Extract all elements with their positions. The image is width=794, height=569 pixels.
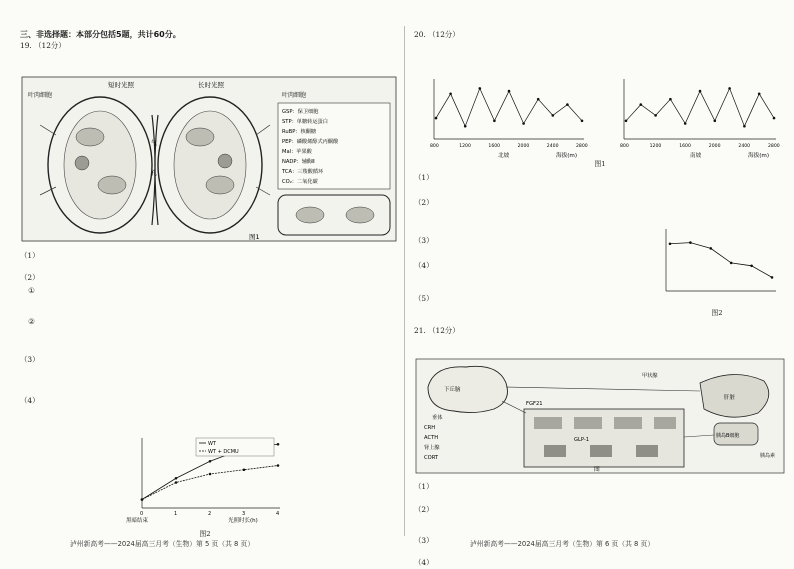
q19-fig2-xtick-2: 2 [208, 511, 212, 517]
fig2-legend-wt-dcmu: WT + DCMU [208, 449, 239, 455]
q20-fig1-caption: 图1 [594, 160, 606, 169]
q19-fig2-point-0-1 [175, 477, 178, 480]
q20-fig2-point-0-5 [771, 276, 774, 279]
q20-fig1-right-point-0-7 [728, 87, 731, 90]
q20-sub4 [414, 261, 639, 272]
q21-label-insulin: 胰岛素 [760, 452, 776, 459]
q20-fig1-right-point-0-8 [743, 124, 746, 127]
q20-fig1-left-point-0-1 [449, 92, 452, 95]
q19-figure-2 [120, 430, 290, 538]
q20-fig1-xtick-left-0: 800 [430, 143, 439, 149]
q19-points: （12分） [34, 40, 66, 50]
q19-fig2-series-1 [142, 466, 278, 500]
q21-label-acth: ACTH [424, 434, 439, 441]
q21-label-thyroid: 甲状腺 [642, 372, 658, 379]
footer-right: 泸州新高考——2024届高三月考（生物）第 6 页（共 8 页） [470, 540, 655, 548]
brain-icon [428, 366, 508, 412]
q20-fig1-xtick-right-1: 1200 [649, 143, 662, 149]
q19-sub2-mark: （2） [20, 273, 40, 283]
label-stoma-2: 孔 [151, 170, 158, 178]
q21-label-hypothalamus: 下丘脑 [444, 386, 461, 393]
legend-0: GSP：保卫细胞 [282, 109, 319, 116]
q20-fig2-caption: 图2 [711, 308, 723, 317]
q19-number: 19. [20, 40, 32, 50]
q20-figure-2-chart [652, 225, 782, 305]
q21-fig-caption: 图 [594, 466, 600, 473]
q19-sub2a [20, 286, 398, 297]
q20-fig1-left-point-0-3 [479, 87, 482, 90]
q21-points: （12分） [428, 326, 460, 336]
legend-6: TCA：三羧酸循环 [282, 169, 324, 176]
q20-fig1-right-point-0-2 [654, 114, 657, 117]
q20-sub4-mark: （4） [414, 260, 434, 270]
q20-fig1-left-point-0-7 [537, 97, 540, 100]
q20-fig1-xtick-right-0: 800 [620, 143, 629, 149]
q21-label-pituitary: 垂体 [432, 414, 443, 421]
q19-fig2-point-1-0 [141, 498, 144, 501]
legend-3: PEP：磷酸烯醇式丙酮酸 [282, 139, 339, 146]
q21-sub1-mark: （1） [414, 482, 434, 492]
q19-sub2 [20, 273, 398, 284]
q20-fig2-point-0-0 [669, 242, 672, 245]
fig2-legend-wt: WT [208, 441, 216, 447]
q19-sub3 [20, 355, 398, 366]
q20-fig2-point-0-3 [730, 262, 733, 265]
q20-sub1-mark: （1） [414, 173, 434, 183]
q21-sub4 [414, 558, 786, 569]
q19-fig2-point-1-1 [175, 481, 178, 484]
page-gutter [404, 26, 405, 536]
q19-fig2-xtick-4: 4 [276, 511, 280, 517]
label-stoma-1: 气 [151, 140, 158, 148]
section-title: 三、非选择题：本部分包括5题，共计60分。 [20, 30, 181, 39]
q20-fig1-xlabel-left: 北坡 [498, 152, 510, 159]
q19-sub1 [20, 251, 398, 262]
q20-stem [414, 30, 786, 41]
fig1-caption: 图1 [249, 233, 260, 242]
q20-fig2-point-0-1 [689, 241, 692, 244]
q20-fig1-left-point-0-0 [435, 116, 438, 119]
q20-fig1-xlabel-right: 南坡 [690, 152, 702, 159]
q20-figure-1 [414, 75, 786, 170]
q20-sub2 [414, 198, 786, 209]
footer-left: 泸州新高考——2024届高三月考（生物）第 5 页（共 8 页） [70, 540, 255, 548]
q20-fig2-series-0 [670, 243, 772, 278]
q20-fig1-left-point-0-6 [522, 122, 525, 125]
q20-fig1-left-point-0-2 [464, 124, 467, 127]
q21-label-glp1: GLP-1 [574, 436, 590, 443]
q19-sub4 [20, 396, 398, 407]
q21-label-adrenal: 肾上腺 [424, 444, 440, 451]
q20-points: （12分） [428, 30, 460, 39]
label-long-day: 长时光照 [198, 81, 224, 90]
left-page [20, 30, 398, 538]
q20-fig1-right-point-0-9 [758, 92, 761, 95]
q20-sub2-mark: （2） [414, 197, 434, 207]
q21-sub2-mark: （2） [414, 504, 434, 514]
q21-sub1 [414, 482, 786, 493]
q20-fig1-left-point-0-4 [493, 119, 496, 122]
q19-fig2-point-1-4 [277, 464, 280, 467]
q20-fig1-right-point-0-5 [699, 89, 702, 92]
fig1-legend [278, 103, 390, 189]
q21-label-cort: CORT [424, 454, 439, 461]
legend-7: CO₂：二氧化碳 [282, 179, 318, 186]
q20-fig1-xtick-left-5: 2800 [576, 143, 588, 149]
q20-sub3-mark: （3） [414, 236, 434, 246]
q20-number: 20. [414, 30, 426, 39]
q19-figure-1 [20, 75, 398, 247]
q20-fig1-left-point-0-8 [552, 114, 555, 117]
label-mesophyll-right: 叶肉细胞 [282, 92, 307, 100]
q19-sub4-mark: （4） [20, 395, 40, 405]
q20-fig1-xtick-right-2: 1600 [679, 143, 691, 149]
q20-sub3 [414, 236, 639, 247]
q19-fig2-point-1-3 [243, 468, 246, 471]
q19-fig2-xtick-1: 1 [174, 511, 178, 517]
q19-stem [20, 41, 398, 52]
fig2-x-label: 光照时长(h) [228, 518, 258, 524]
q20-fig1-xtick-left-2: 1600 [488, 143, 501, 149]
q20-sub1 [414, 173, 786, 184]
q20-sub5-mark: （5） [414, 293, 434, 303]
q20-fig1-right-point-0-10 [773, 116, 776, 119]
q21-stem [414, 326, 786, 337]
q19-fig2-point-0-4 [277, 443, 280, 446]
q20-fig1-right-point-0-3 [669, 97, 672, 100]
q21-sub4-mark: （4） [414, 558, 434, 568]
q19-sub2a-mark: ① [28, 285, 35, 295]
q20-fig1-right-point-0-0 [625, 119, 628, 122]
q19-figure-1-svg [20, 75, 398, 243]
q20-figure-2 [652, 225, 782, 315]
q20-fig2-point-0-2 [710, 247, 713, 250]
q21-label-crh: CRH [424, 424, 436, 431]
q19-fig2-point-0-2 [209, 460, 212, 463]
q21-number: 21. [414, 326, 426, 336]
q20-fig2-point-0-4 [750, 265, 753, 268]
q19-sub1-mark: （1） [20, 250, 40, 260]
q20-fig1-xtick-left-4: 2400 [546, 143, 559, 149]
q19-fig2-point-1-2 [209, 473, 212, 476]
q19-sub2b-mark: ② [28, 316, 35, 326]
q19-sub3-mark: （3） [20, 355, 40, 365]
q20-fig1-left-point-0-10 [581, 119, 584, 122]
q20-fig1-right-point-0-4 [684, 122, 687, 125]
q21-sub3-mark: （3） [414, 535, 434, 545]
q20-fig1-xtick-right-3: 2000 [708, 143, 721, 149]
legend-5: NADP：辅酶Ⅱ [282, 159, 315, 166]
q21-figure-svg [414, 357, 786, 475]
fig2-caption: 图2 [199, 529, 211, 538]
q20-fig1-xtick-right-4: 2400 [738, 143, 751, 149]
q20-fig1-right-point-0-6 [714, 119, 717, 122]
q20-fig1-xtick-left-3: 2000 [517, 143, 530, 149]
q21-label-beta: 胰岛B细胞 [716, 432, 740, 439]
legend-2: RuBP：核酮糖 [282, 129, 317, 136]
q20-fig1-left-series-0 [436, 88, 582, 126]
q20-fig1-xtick-right-5: 2800 [768, 143, 780, 149]
q20-fig1-xtick-left-1: 1200 [459, 143, 471, 149]
legend-4: Mal：苹果酸 [282, 149, 312, 156]
q21-label-liver: 肝脏 [724, 394, 736, 401]
q19-fig2-xtick-0: 0 [140, 511, 144, 517]
legend-1: STP：单糖转运蛋白 [282, 119, 328, 126]
q19-fig2-xtick-3: 3 [242, 511, 246, 517]
fig2-dark-label: 黑暗结束 [126, 518, 149, 524]
label-short-day: 短时光照 [108, 81, 134, 90]
q20-fig1-left-point-0-5 [508, 89, 511, 92]
q19-figure-2-chart [120, 430, 290, 530]
q20-fig1-left-point-0-9 [566, 103, 569, 106]
q20-fig1-unit-right: 海拔(m) [748, 152, 770, 159]
q21-sub2 [414, 505, 786, 516]
q21-figure [414, 357, 786, 479]
q20-fig1-unit-left: 海拔(m) [556, 152, 578, 159]
q20-figure-1-chart [414, 75, 786, 159]
label-mesophyll: 叶肉细胞 [28, 92, 53, 100]
q21-label-fgf21: FGF21 [526, 400, 543, 407]
q20-fig1-right-point-0-1 [640, 103, 643, 106]
q20-fig1-right-series-0 [626, 88, 774, 126]
q19-sub2b [20, 317, 398, 328]
